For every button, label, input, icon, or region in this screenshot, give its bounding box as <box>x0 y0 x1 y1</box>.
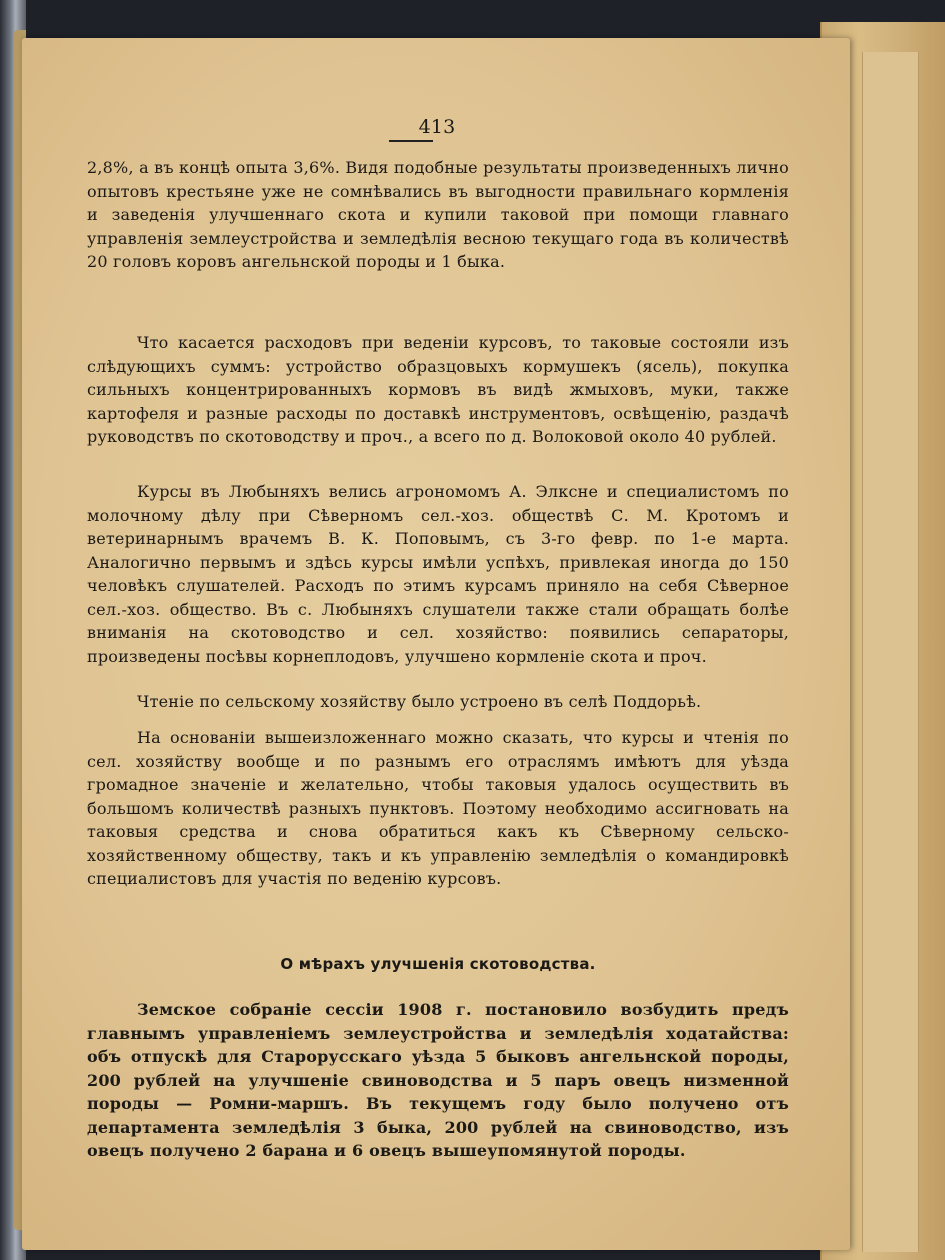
book-page <box>22 38 850 1250</box>
paragraph-4: Чтеніе по сельскому хозяйству было устроено въ селѣ Поддорьѣ. <box>137 692 702 711</box>
paragraph-5: На основаніи вышеизложеннаго можно сказать, что курсы и чтенія по сел. хозяйству вообще и по разнымъ его отраслямъ имѣютъ для уѣзда громадное значеніе и желательно, чтобы таковыя удалось осуществить въ большомъ количествѣ разныхъ пунктовъ. Поэтому необходимо ассигновать на таковыя средства и снова обратиться какъ къ Сѣверному сельско-хозяйственному обществу, такъ и къ управленію земледѣлія о командировкѣ специалистовъ для участія по веденію курсовъ. <box>87 728 789 888</box>
section-heading: О мѣрахъ улучшенія скотоводства. <box>280 955 596 973</box>
paragraph-2: Что касается расходовъ при веденіи курсовъ, то таковые состояли изъ слѣдующихъ суммъ: устройство образцовыхъ кормушекъ (ясель), покупка сильныхъ концентрированныхъ кормовъ въ видѣ жмыховъ, муки, также картофеля и разные расходы по доставкѣ инструментовъ, освѣщенію, раздачѣ руководствъ по скотоводству и проч., а всего по д. Волоковой около 40 рублей. <box>87 333 789 446</box>
page-number: 413 <box>418 116 456 138</box>
paragraph-3: Курсы въ Любыняхъ велись агрономомъ А. Элксне и специалистомъ по молочному дѣлу при Сѣверномъ сел.-хоз. обществѣ С. М. Кротомъ и ветеринарнымъ врачемъ В. К. Поповымъ, съ 3-го февр. по 1-е марта. Аналогично первымъ и здѣсь курсы имѣли успѣхъ, привлекая иногда до 150 человѣкъ слушателей. Расходъ по этимъ курсамъ приняло на себя Сѣверное сел.-хоз. общество. Въ с. Любыняхъ слушатели также стали обращать болѣе вниманія на скотоводство и сел. хозяйство: появились сепараторы, произведены посѣвы корнеплодовъ, улучшено кормленіе скота и проч. <box>87 482 789 666</box>
stacked-pages-inner <box>862 52 919 1252</box>
section-paragraph: Земское собраніе сессіи 1908 г. постановило возбудить предъ главнымъ управленіемъ землеустройства и земледѣлія ходатайства: объ отпускѣ для Старорусскаго уѣзда 5 быковъ ангельнской породы, 200 рублей на улучшеніе свиноводства и 5 паръ овецъ низменной породы — Ромни-маршъ. Въ текущемъ году было получено отъ департамента земледѣлія 3 быка, 200 рублей на свиноводство, изъ овецъ получено 2 барана и 6 овецъ вышеупомянутой породы. <box>87 1000 789 1160</box>
page-number-rule <box>389 140 433 142</box>
paragraph-1: 2,8%, а въ концѣ опыта 3,6%. Видя подобные результаты произведенныхъ лично опытовъ крестьяне уже не сомнѣвались въ выгодности правильнаго кормленія и заведенія улучшеннаго скота и купили таковой при помощи главнаго управленія землеустройства и земледѣлія весною текущаго года въ количествѣ 20 головъ коровъ ангельнской породы и 1 быка. <box>87 158 789 271</box>
